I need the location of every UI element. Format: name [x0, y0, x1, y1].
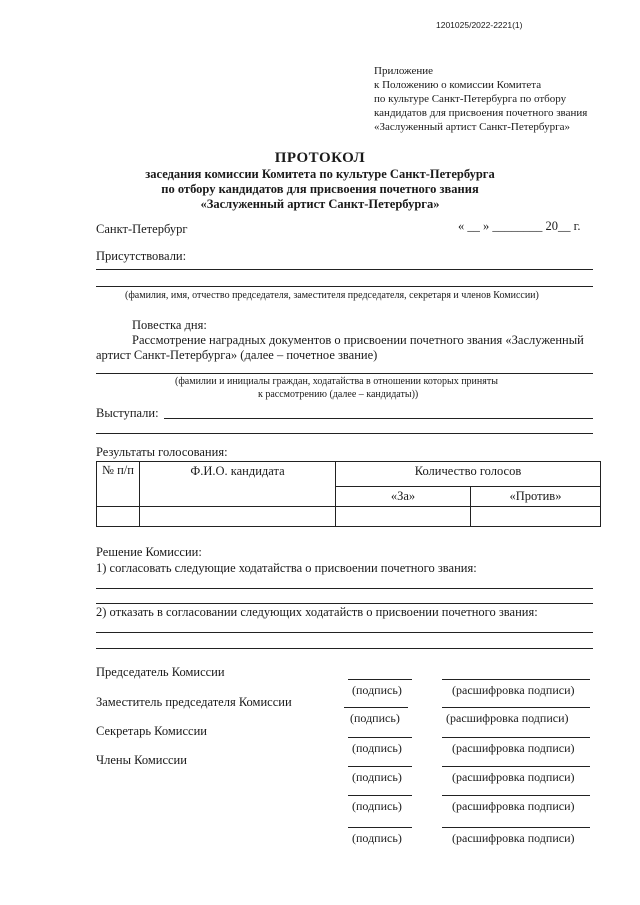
appendix-line: «Заслуженный артист Санкт-Петербурга» [374, 121, 570, 133]
decision-label: Решение Комиссии: [96, 545, 202, 559]
signature-caption: (подпись) [352, 741, 402, 755]
table-header-against: «Против» [471, 487, 601, 507]
decoding-caption: (расшифровка подписи) [452, 741, 575, 755]
decoding-line[interactable] [442, 737, 590, 738]
date-field[interactable]: « __ » ________ 20__ г. [458, 219, 581, 233]
decoding-line[interactable] [442, 707, 590, 708]
results-label: Результаты голосования: [96, 445, 228, 459]
agenda-caption: (фамилии и инициалы граждан, ходатайства в отношении которых приняты [175, 376, 498, 387]
signatory-members: Члены Комиссии [96, 753, 187, 767]
table-header-name: Ф.И.О. кандидата [140, 462, 336, 507]
signature-caption: (подпись) [352, 831, 402, 845]
subtitle-line: «Заслуженный артист Санкт-Петербурга» [200, 197, 440, 211]
city: Санкт-Петербург [96, 222, 188, 236]
present-label: Присутствовали: [96, 249, 187, 263]
table-cell[interactable] [140, 507, 336, 527]
signature-caption: (подпись) [352, 683, 402, 697]
speakers-line[interactable] [96, 433, 593, 434]
signature-line[interactable] [344, 707, 408, 708]
signature-line[interactable] [348, 827, 412, 828]
signature-line[interactable] [348, 679, 412, 680]
decoding-caption: (расшифровка подписи) [446, 711, 569, 725]
agenda-text: артист Санкт-Петербурга» (далее – почетное звание) [96, 348, 378, 362]
signature-line[interactable] [348, 737, 412, 738]
signature-caption: (подпись) [350, 711, 400, 725]
subtitle-line: заседания комиссии Комитета по культуре Санкт-Петербурга [145, 167, 495, 181]
approve-line[interactable] [96, 603, 593, 604]
present-line[interactable] [96, 286, 593, 287]
decoding-caption: (расшифровка подписи) [452, 683, 575, 697]
decoding-line[interactable] [442, 827, 590, 828]
decision-approve: 1) согласовать следующие ходатайства о присвоении почетного звания: [96, 561, 477, 575]
decision-reject: 2) отказать в согласовании следующих ходатайств о присвоении почетного звания: [96, 605, 538, 619]
reject-line[interactable] [96, 648, 593, 649]
appendix-note [374, 64, 587, 134]
approve-line[interactable] [96, 588, 593, 589]
appendix-line: Приложение [374, 65, 434, 77]
document-subtitle [0, 167, 640, 212]
appendix-line: по культуре Санкт-Петербурга по отбору [374, 93, 567, 105]
signatory-secretary: Секретарь Комиссии [96, 724, 207, 738]
candidates-line[interactable] [96, 373, 593, 374]
agenda-label: Повестка дня: [132, 318, 207, 332]
table-header-votes: Количество голосов [336, 462, 601, 487]
signatory-deputy: Заместитель председателя Комиссии [96, 695, 292, 709]
table-header-for: «За» [336, 487, 471, 507]
present-line[interactable] [96, 269, 593, 270]
document-id: 1201025/2022-2221(1) [436, 20, 523, 30]
decoding-line[interactable] [442, 679, 590, 680]
subtitle-line: по отбору кандидатов для присвоения почетного звания [161, 182, 479, 196]
present-caption: (фамилия, имя, отчество председателя, заместителя председателя, секретаря и членов Комиссии) [125, 290, 539, 301]
appendix-line: к Положению о комиссии Комитета [374, 79, 542, 91]
signatory-chairman: Председатель Комиссии [96, 665, 225, 679]
table-cell[interactable] [336, 507, 471, 527]
voting-table [96, 461, 601, 527]
signature-caption: (подпись) [352, 799, 402, 813]
document-title: ПРОТОКОЛ [274, 150, 366, 166]
decoding-caption: (расшифровка подписи) [452, 770, 575, 784]
speakers-line[interactable] [164, 418, 593, 419]
appendix-line: кандидатов для присвоения почетного звания [374, 107, 588, 119]
agenda-caption: к рассмотрению (далее – кандидаты)) [258, 389, 419, 400]
signature-line[interactable] [348, 795, 412, 796]
table-cell[interactable] [471, 507, 601, 527]
table-row [97, 507, 601, 527]
decoding-caption: (расшифровка подписи) [452, 831, 575, 845]
reject-line[interactable] [96, 632, 593, 633]
decoding-caption: (расшифровка подписи) [452, 799, 575, 813]
table-cell[interactable] [97, 507, 140, 527]
agenda-text: Рассмотрение наградных документов о присвоении почетного звания «Заслуженный [132, 333, 584, 347]
decoding-line[interactable] [442, 766, 590, 767]
decoding-line[interactable] [442, 795, 590, 796]
signature-caption: (подпись) [352, 770, 402, 784]
table-header-number: № п/п [97, 462, 140, 507]
signature-line[interactable] [348, 766, 412, 767]
speakers-label: Выступали: [96, 406, 159, 420]
